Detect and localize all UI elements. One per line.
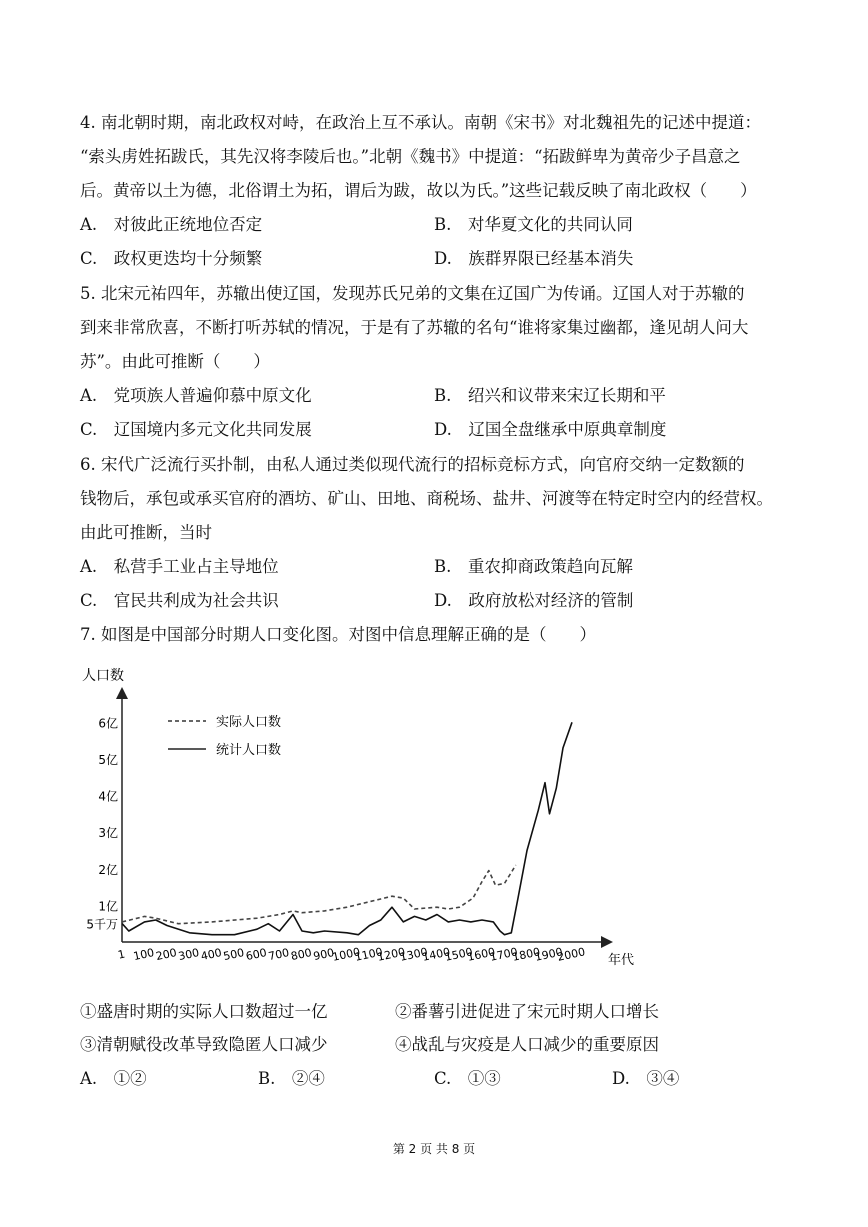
q7-statement-4: ④战乱与灾疫是人口减少的重要原因 xyxy=(395,1035,659,1054)
x-tick-label: 1200 xyxy=(376,945,407,964)
x-tick-label: 900 xyxy=(312,946,336,964)
y-tick-label: 5亿 xyxy=(98,752,118,767)
x-tick-label: 1900 xyxy=(533,945,564,964)
q5-stem-line-3: 苏”。由此可推断（ ） xyxy=(80,352,270,371)
q6-stem-line-1: 6. 宋代广泛流行买扑制，由私人通过类似现代流行的招标竞标方式，向官府交纳一定数额的 xyxy=(80,455,745,474)
q7-statement-1: ①盛唐时期的实际人口数超过一亿 xyxy=(80,1002,328,1021)
population-chart xyxy=(80,660,640,970)
x-tick-label: 400 xyxy=(199,946,223,964)
x-tick-label: 1700 xyxy=(488,945,519,964)
x-tick-label: 300 xyxy=(177,946,201,964)
q4-stem-line-2: “索头虏姓拓跋氏，其先汉将李陵后也。”北朝《魏书》中提道：“拓跋鲜卑为黄帝少子昌意之 xyxy=(80,147,741,166)
q4-option-a: A. 对彼此正统地位否定 xyxy=(80,215,263,234)
q7-option-b: B. ②④ xyxy=(258,1069,325,1088)
q7-option-d: D. ③④ xyxy=(612,1069,680,1088)
y-tick-label: 5千万 xyxy=(86,917,118,932)
q7-option-a: A. ①② xyxy=(80,1069,147,1088)
x-tick-label: 1100 xyxy=(353,945,384,964)
x-tick-label: 700 xyxy=(267,946,291,964)
x-tick-label: 1 xyxy=(116,947,127,962)
q4-stem-line-3: 后。黄帝以土为德，北俗谓土为拓，谓后为跋，故以为氏。”这些记载反映了南北政权（ ） xyxy=(80,181,757,200)
x-tick-label: 600 xyxy=(244,946,268,964)
x-tick-label: 1600 xyxy=(466,945,497,964)
y-tick-label: 6亿 xyxy=(98,716,118,731)
x-tick-label: 500 xyxy=(222,946,246,964)
y-tick-label: 1亿 xyxy=(98,899,118,914)
q6-stem-line-3: 由此可推断，当时 xyxy=(80,523,212,542)
q7-option-c: C. ①③ xyxy=(434,1069,501,1088)
q5-option-b: B. 绍兴和议带来宋辽长期和平 xyxy=(434,386,666,405)
x-tick-label: 1300 xyxy=(398,945,429,964)
q7-stem-line-1: 7. 如图是中国部分时期人口变化图。对图中信息理解正确的是（ ） xyxy=(80,625,596,644)
q4-option-c: C. 政权更迭均十分频繁 xyxy=(80,249,263,268)
q5-option-d: D. 辽国全盘继承中原典章制度 xyxy=(434,420,667,439)
legend-label-stat: 统计人口数 xyxy=(216,743,282,758)
q5-stem-line-1: 5. 北宋元祐四年，苏辙出使辽国，发现苏氏兄弟的文集在辽国广为传诵。辽国人对于苏辙的 xyxy=(80,284,745,303)
q6-option-d: D. 政府放松对经济的管制 xyxy=(434,591,634,610)
q4-option-d: D. 族群界限已经基本消失 xyxy=(434,249,634,268)
series-line-actual xyxy=(122,865,516,924)
x-tick-label: 800 xyxy=(289,946,313,964)
q6-stem-line-2: 钱物后，承包或承买官府的酒坊、矿山、田地、商税场、盐井、河渡等在特定时空内的经营权。 xyxy=(80,489,773,508)
y-axis-label: 人口数 xyxy=(82,668,124,684)
x-tick-label: 200 xyxy=(154,946,178,964)
q6-option-c: C. 官民共利成为社会共识 xyxy=(80,591,279,610)
q7-statement-3: ③清朝赋役改革导致隐匿人口减少 xyxy=(80,1035,328,1054)
q6-option-a: A. 私营手工业占主导地位 xyxy=(80,557,279,576)
legend xyxy=(168,714,281,758)
x-tick-label: 100 xyxy=(132,946,156,964)
x-axis-label: 年代 xyxy=(608,953,635,968)
q6-option-b: B. 重农抑商政策趋向瓦解 xyxy=(434,557,633,576)
y-tick-label: 3亿 xyxy=(98,826,118,841)
page-footer: 第 2 页 共 8 页 xyxy=(392,1142,476,1156)
x-tick-label: 2000 xyxy=(556,945,587,964)
series-line-stat xyxy=(122,722,572,934)
q5-stem-line-2: 到来非常欣喜，不断打听苏轼的情况，于是有了苏辙的名句“谁将家集过幽都，逢见胡人问大 xyxy=(80,318,749,337)
x-tick-label: 1800 xyxy=(511,945,542,964)
y-tick-label: 4亿 xyxy=(98,789,118,804)
q5-option-a: A. 党项族人普遍仰慕中原文化 xyxy=(80,386,312,405)
legend-label-actual: 实际人口数 xyxy=(216,715,282,730)
q4-stem-line-1: 4. 南北朝时期，南北政权对峙，在政治上互不承认。南朝《宋书》对北魏祖先的记述中提道： xyxy=(80,113,761,132)
x-tick-label: 1400 xyxy=(421,945,452,964)
x-tick-label: 1000 xyxy=(331,945,362,964)
q4-option-b: B. 对华夏文化的共同认同 xyxy=(434,215,633,234)
y-tick-label: 2亿 xyxy=(98,862,118,877)
q7-statement-2: ②番薯引进促进了宋元时期人口增长 xyxy=(395,1002,659,1021)
x-tick-label: 1500 xyxy=(443,945,474,964)
q5-option-c: C. 辽国境内多元文化共同发展 xyxy=(80,420,312,439)
